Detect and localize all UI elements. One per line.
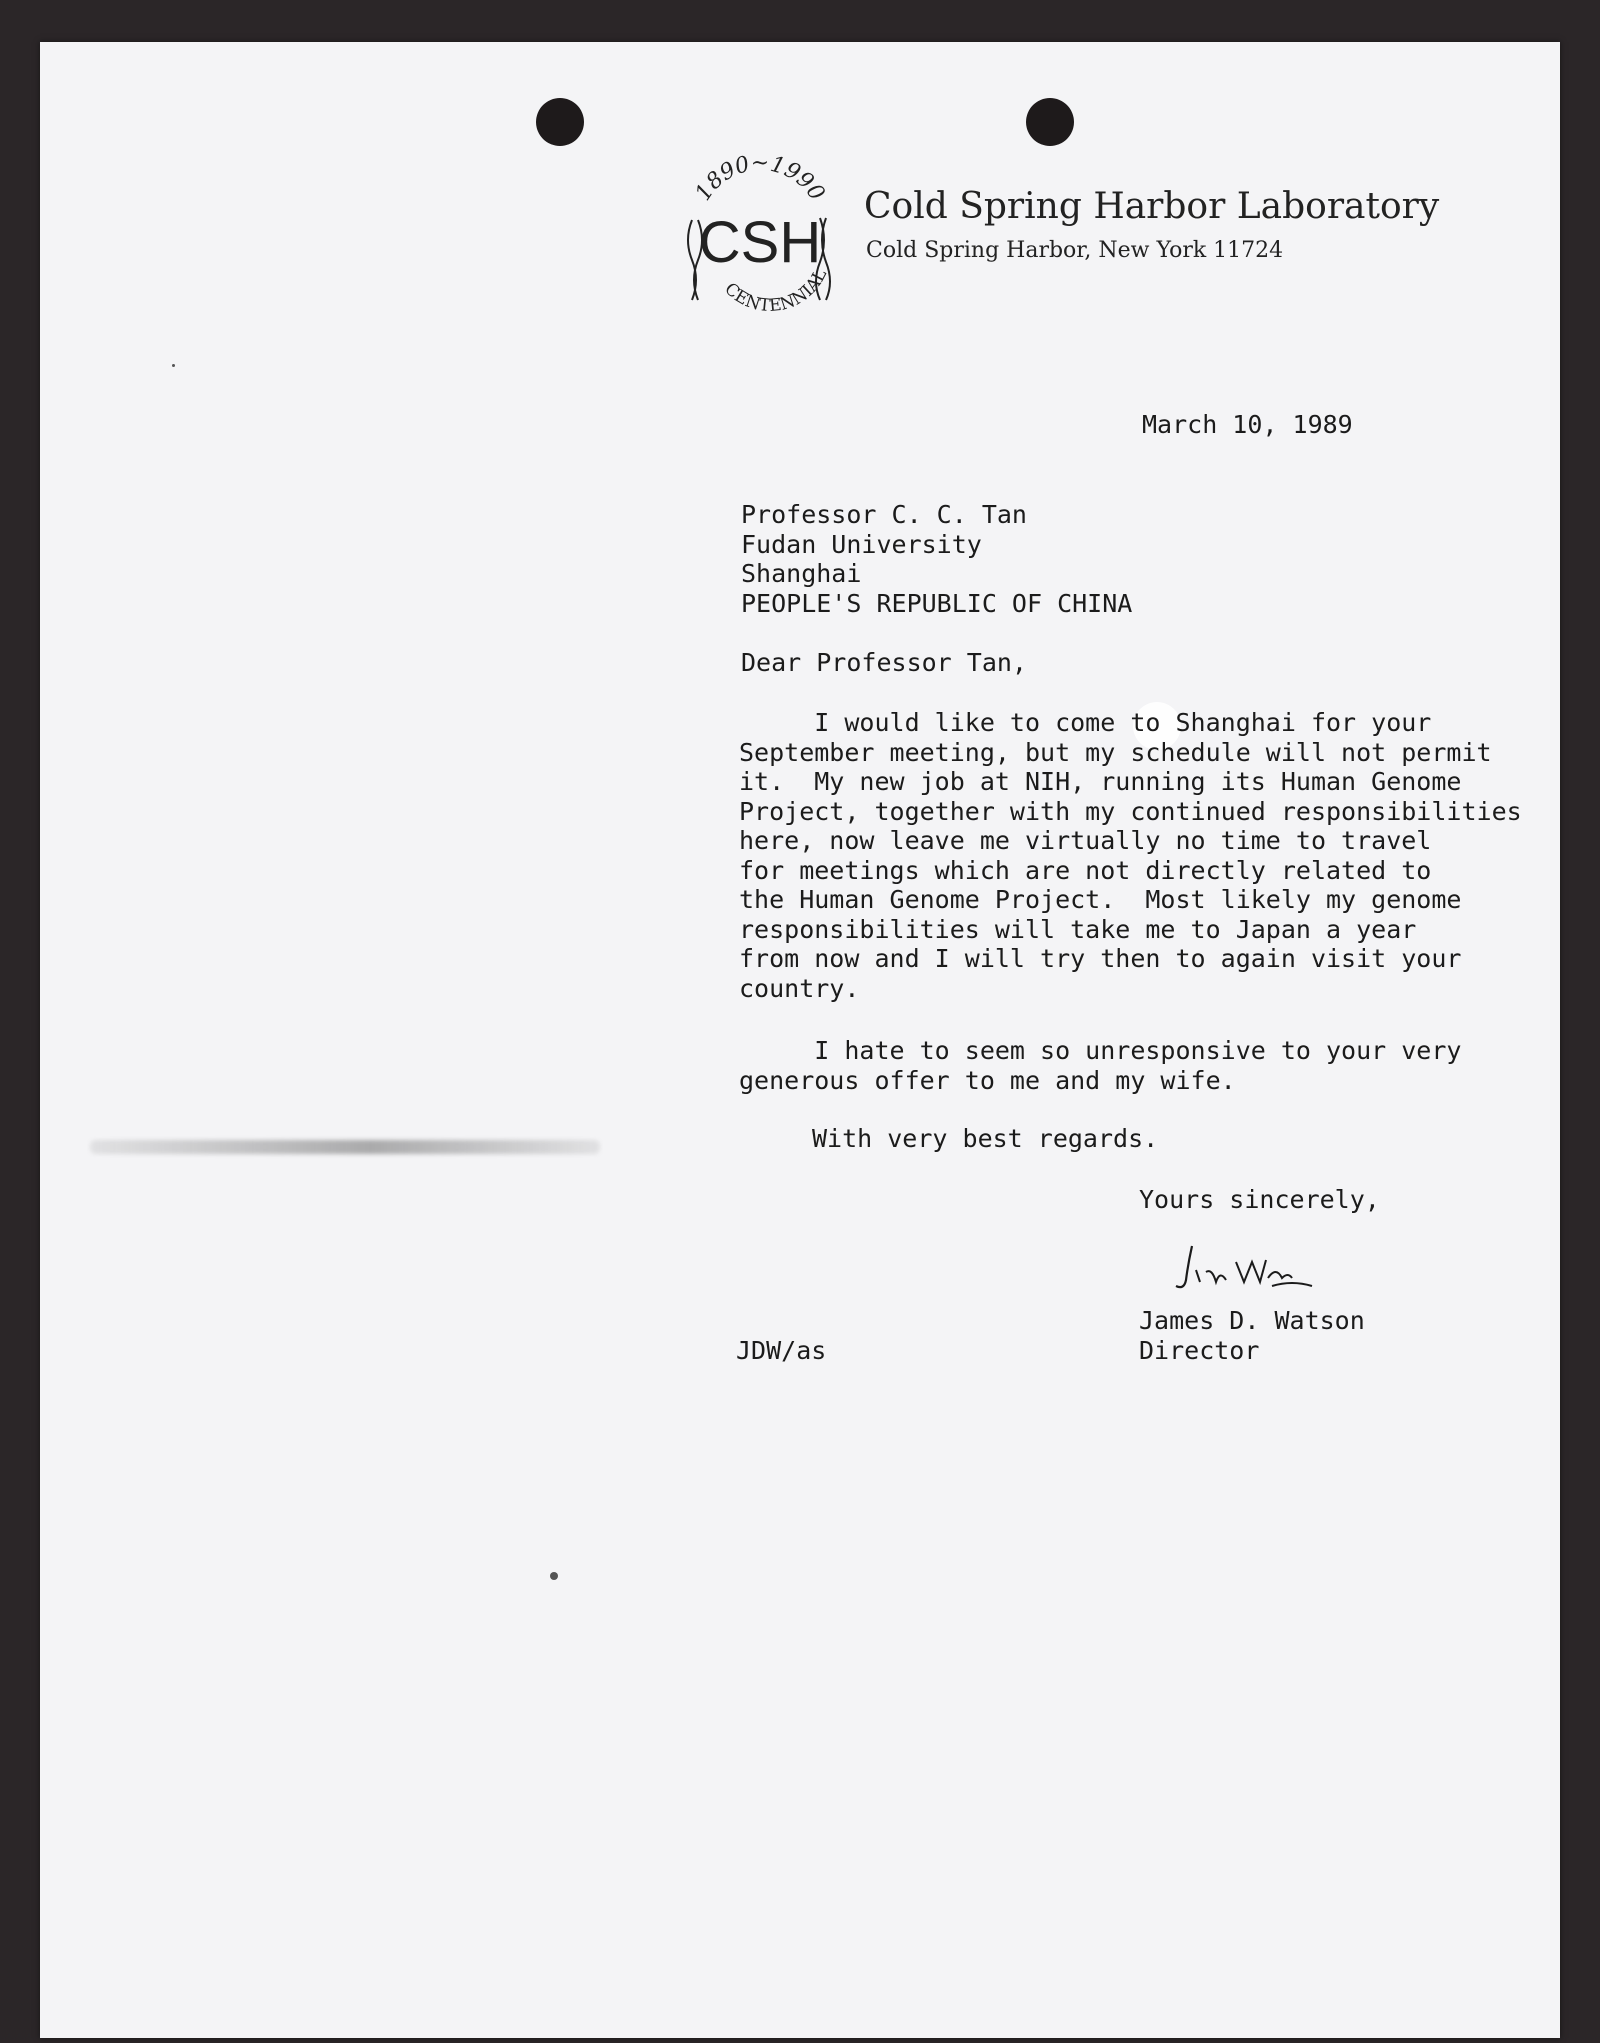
signer-block: James D. Watson Director (1139, 1306, 1365, 1365)
csh-centennial-seal (670, 150, 850, 330)
seal-centennial: CENTENNIAL (720, 265, 832, 317)
paper-speck (172, 364, 175, 367)
handwritten-signature (1172, 1240, 1320, 1296)
seal-monogram: CSH (698, 210, 822, 275)
punch-hole-left (536, 98, 584, 146)
salutation: Dear Professor Tan, (741, 648, 1027, 677)
punch-hole-right (1026, 98, 1074, 146)
body-paragraph-2: I hate to seem so unresponsive to your very generous offer to me and my wife. (739, 1036, 1462, 1095)
letterhead-name: Cold Spring Harbor Laboratory (864, 186, 1440, 227)
seal-years: 1890~1990 (690, 151, 830, 206)
scan-smudge (90, 1140, 600, 1154)
letter-date: March 10, 1989 (1142, 410, 1353, 439)
typist-initials: JDW/as (736, 1336, 827, 1365)
recipient-address: Professor C. C. Tan Fudan University Shanghai PEOPLE'S REPUBLIC OF CHINA (741, 500, 1133, 618)
paper-speck (550, 1572, 558, 1580)
regards-line: With very best regards. (812, 1124, 1159, 1153)
body-paragraph-1: I would like to come to Shanghai for your September meeting, but my schedule will not permit it. My new job at NIH, running its Human Genome Project, together with my continued responsibilities here, now leave me virtually no time to travel for meetings which are not directly related to the Human Genome Project. Most likely my genome responsibilities will take me to Japan a year from now and I will try then to again visit your country. (739, 708, 1522, 1003)
letterhead-address: Cold Spring Harbor, New York 11724 (866, 238, 1284, 263)
closing: Yours sincerely, (1139, 1185, 1380, 1214)
